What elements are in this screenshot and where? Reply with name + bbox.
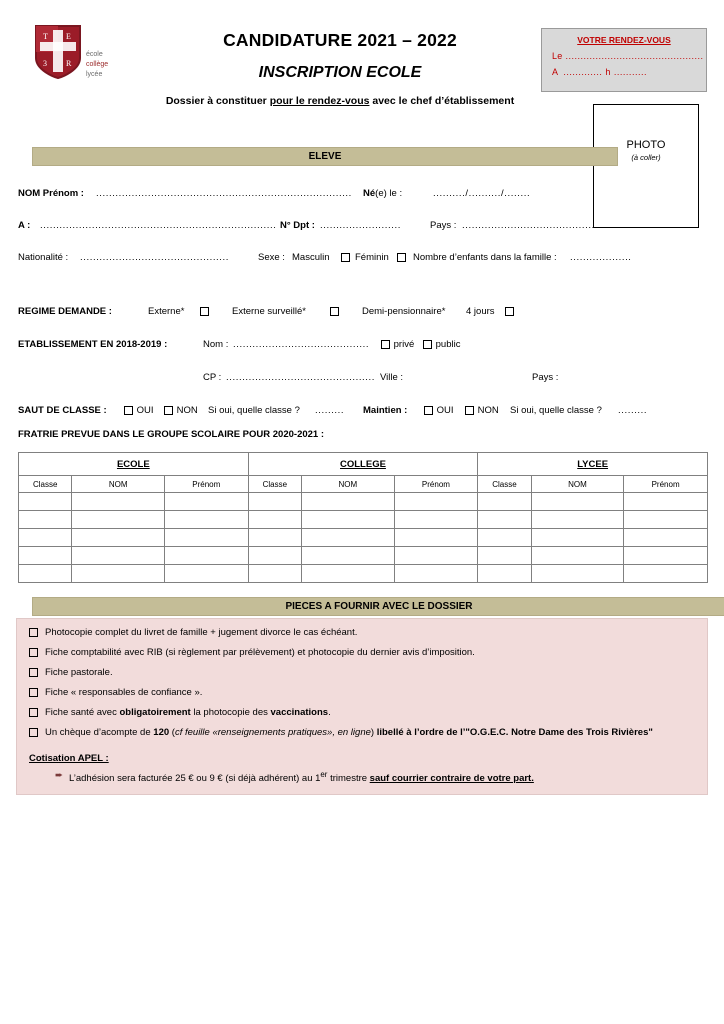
pays-label: Pays : [430,220,457,231]
saut-question: Si oui, quelle classe ? [208,405,300,416]
cell[interactable] [302,565,395,583]
etab-prive-label: privé [393,339,415,350]
cell[interactable] [394,493,478,511]
adresse-input[interactable]: ......................................................................... [40,220,277,231]
svg-text:R: R [66,59,72,68]
row-saut-maintien [18,405,708,419]
fratrie-group-row [19,453,708,476]
regime-jours-checkbox[interactable] [505,307,514,316]
fratrie-group-lycee: LYCEE [478,453,708,476]
saut-oui-label: OUI [136,405,154,416]
piece-text: Fiche comptabilité avec RIB (si règlement par prélèvement) et photocopie du dernier avis d’imposition. [45,647,475,658]
cell[interactable] [19,511,72,529]
apel-note [55,770,707,784]
cell[interactable] [531,511,624,529]
piece-text: Fiche « responsables de confiance ». [45,687,203,698]
piece-text: Photocopie complet du livret de famille + jugement divorce le cas échéant. [45,627,358,638]
eleve-fields [18,188,708,284]
appointment-box [541,28,707,92]
page-title: CANDIDATURE 2021 – 2022 [223,30,457,50]
cell[interactable] [624,511,708,529]
saut-non-checkbox[interactable] [164,406,173,415]
appointment-date-label: Le [552,51,563,61]
note-suffix: avec le chef d’établissement [369,95,515,107]
appointment-time-field[interactable]: ............. h ........... [563,67,647,77]
cell[interactable] [302,529,395,547]
cell[interactable] [302,547,395,565]
cell[interactable] [531,547,624,565]
maintien-question: Si oui, quelle classe ? [510,405,602,416]
cell[interactable] [72,511,165,529]
cell[interactable] [72,565,165,583]
cp-input[interactable]: .............................................. [226,372,376,383]
photo-label: PHOTO [626,139,666,151]
apel-text: L’adhésion sera facturée 25 € ou 9 € (si déjà adhérent) au 1er trimestre sauf courrier contraire de votre part. [69,770,534,785]
cell[interactable] [478,547,531,565]
logo-text [86,50,108,80]
regime-label: REGIME DEMANDE : [18,306,112,317]
sexe-feminin-label: Féminin [355,252,389,263]
cell[interactable] [394,529,478,547]
nationalite-label: Nationalité : [18,252,69,263]
etab-public-checkbox[interactable] [423,340,432,349]
sexe-masculin-label: Masculin [292,252,330,263]
cell[interactable] [394,511,478,529]
row-nom [18,188,708,202]
col-prenom-college: Prénom [394,476,478,493]
list-item [29,706,707,719]
col-prenom-ecole: Prénom [164,476,248,493]
etab-prive-checkbox[interactable] [381,340,390,349]
cell[interactable] [19,565,72,583]
piece-checkbox[interactable] [29,628,38,637]
title-block [140,30,540,107]
cell[interactable] [72,493,165,511]
col-nom-lycee: NOM [531,476,624,493]
regime-demi-pension-label: Demi-pensionnaire* [362,306,446,317]
nom-label: NOM Prénom : [18,188,84,199]
row-cp-ville-pays [18,372,708,386]
logo-line-ecole: école [86,51,103,58]
cell[interactable] [248,511,301,529]
maintien-oui-checkbox[interactable] [424,406,433,415]
row-adresse [18,220,708,234]
pieces-list [16,618,708,795]
table-row [19,547,708,565]
naissance-label-rest: (e) le : [375,188,403,199]
list-item [29,666,707,679]
cell[interactable] [531,493,624,511]
piece-checkbox[interactable] [29,708,38,717]
maintien-non-checkbox[interactable] [465,406,474,415]
appointment-date-field[interactable]: .............................................. [565,51,704,61]
appointment-date-line [552,51,706,61]
table-row [19,493,708,511]
page-subtitle: INSCRIPTION ECOLE [258,64,422,81]
etablissement-label: ETABLISSEMENT EN 2018-2019 : [18,339,168,350]
adresse-label: A : [18,220,31,231]
table-row [19,529,708,547]
list-item [29,726,707,739]
regime-externe-checkbox[interactable] [200,307,209,316]
naissance-label-bold: Né [363,188,376,199]
page-note [140,95,540,107]
dpt-input[interactable]: ......................... [320,220,401,231]
piece-text: Un chèque d’acompte de 120 (cf feuille «renseignements pratiques», en ligne) libellé à l’ordre de l’"O.G.E.C. Notre Dame des Trois Rivières" [45,727,653,738]
row-regime [18,306,708,320]
maintien-non-label: NON [477,405,499,416]
enfants-label: Nombre d’enfants dans la famille : [413,252,557,263]
ville-label: Ville : [380,372,404,383]
logo-line-lycee: lycée [86,71,103,78]
cell[interactable] [478,529,531,547]
school-logo [28,22,128,98]
cell[interactable] [164,565,248,583]
cell[interactable] [164,511,248,529]
fratrie-body [19,493,708,583]
cell[interactable] [19,547,72,565]
cell[interactable] [302,493,395,511]
cell[interactable] [478,493,531,511]
piece-text: Fiche pastorale. [45,667,113,678]
sexe-label: Sexe : [258,252,285,263]
cell[interactable] [624,565,708,583]
col-prenom-lycee: Prénom [624,476,708,493]
cp-label: CP : [203,372,222,383]
svg-text:3: 3 [43,59,47,68]
cell[interactable] [394,565,478,583]
note-prefix: Dossier à constituer [165,95,270,107]
pays-input[interactable]: .............................................. [462,220,612,231]
svg-text:E: E [66,32,71,41]
col-classe-college: Classe [248,476,301,493]
fratrie-group-ecole: ECOLE [19,453,249,476]
arrow-icon: ➨ [55,770,63,781]
cell[interactable] [624,493,708,511]
enfants-input[interactable]: ................... [570,252,632,263]
cell[interactable] [248,529,301,547]
section-header-eleve: ELEVE [32,147,618,166]
piece-text: Fiche santé avec obligatoirement la photocopie des vaccinations. [45,707,331,718]
col-classe-ecole: Classe [19,476,72,493]
sexe-masculin-checkbox[interactable] [341,253,350,262]
cell[interactable] [164,547,248,565]
table-row [19,565,708,583]
appointment-time-label: A [552,67,558,77]
etab-public-label: public [435,339,461,350]
col-nom-ecole: NOM [72,476,165,493]
regime-fields [18,306,708,438]
cell[interactable] [19,529,72,547]
cell[interactable] [531,565,624,583]
cell[interactable] [478,511,531,529]
list-item [29,626,707,639]
piece-checkbox[interactable] [29,728,38,737]
cell[interactable] [164,529,248,547]
row-etablissement [18,339,708,353]
piece-checkbox[interactable] [29,648,38,657]
note-underline: pour le rendez-vous [269,95,370,107]
list-item [29,646,707,659]
piece-checkbox[interactable] [29,668,38,677]
nom-input[interactable]: ............................................................................... [96,188,352,199]
cell[interactable] [164,493,248,511]
etab-nom-label: Nom : [203,339,229,350]
regime-externe-label: Externe* [148,306,185,317]
dpt-label: N° Dpt : [280,220,315,231]
fratrie-column-row [19,476,708,493]
nationalite-input[interactable]: .............................................. [80,252,230,263]
logo-line-college: collège [86,61,109,68]
col-nom-college: NOM [302,476,395,493]
cell[interactable] [19,493,72,511]
saut-non-label: NON [176,405,198,416]
cell[interactable] [72,547,165,565]
cell[interactable] [248,565,301,583]
sexe-feminin-checkbox[interactable] [397,253,406,262]
cell[interactable] [248,493,301,511]
fratrie-table [18,452,708,583]
section-header-pieces: PIECES A FOURNIR AVEC LE DOSSIER [32,597,724,616]
maintien-classe-input[interactable]: ......... [618,405,648,416]
cell[interactable] [72,529,165,547]
saut-oui-checkbox[interactable] [124,406,133,415]
regime-jours-label: 4 jours [466,306,495,317]
col-classe-lycee: Classe [478,476,531,493]
piece-checkbox[interactable] [29,688,38,697]
appointment-title: VOTRE RENDEZ-VOUS [577,35,671,45]
crest-icon [32,22,84,80]
cell[interactable] [624,547,708,565]
saut-classe-input[interactable]: ......... [315,405,345,416]
etab-nom-input[interactable]: .......................................... [233,339,370,350]
fratrie-group-college: COLLEGE [248,453,478,476]
fratrie-title: FRATRIE PREVUE DANS LE GROUPE SCOLAIRE POUR 2020-2021 : [18,429,324,440]
etab-pays-label: Pays : [532,372,559,383]
cell[interactable] [531,529,624,547]
naissance-input[interactable]: ........../........../........ [433,188,531,199]
regime-externe-surveille-label: Externe surveillé* [232,306,306,317]
cotisation-title: Cotisation APEL : [29,753,109,764]
saut-label: SAUT DE CLASSE : [18,405,107,416]
maintien-oui-label: OUI [436,405,454,416]
table-row [19,511,708,529]
appointment-time-line [552,67,706,77]
svg-text:T: T [43,32,48,41]
photo-sublabel: (à coller) [631,153,661,162]
cell[interactable] [624,529,708,547]
cell[interactable] [302,511,395,529]
list-item [29,686,707,699]
cell[interactable] [248,547,301,565]
maintien-label: Maintien : [363,405,408,416]
cell[interactable] [478,565,531,583]
regime-externe-surveille-checkbox[interactable] [330,307,339,316]
row-nationalite [18,252,708,266]
cell[interactable] [394,547,478,565]
